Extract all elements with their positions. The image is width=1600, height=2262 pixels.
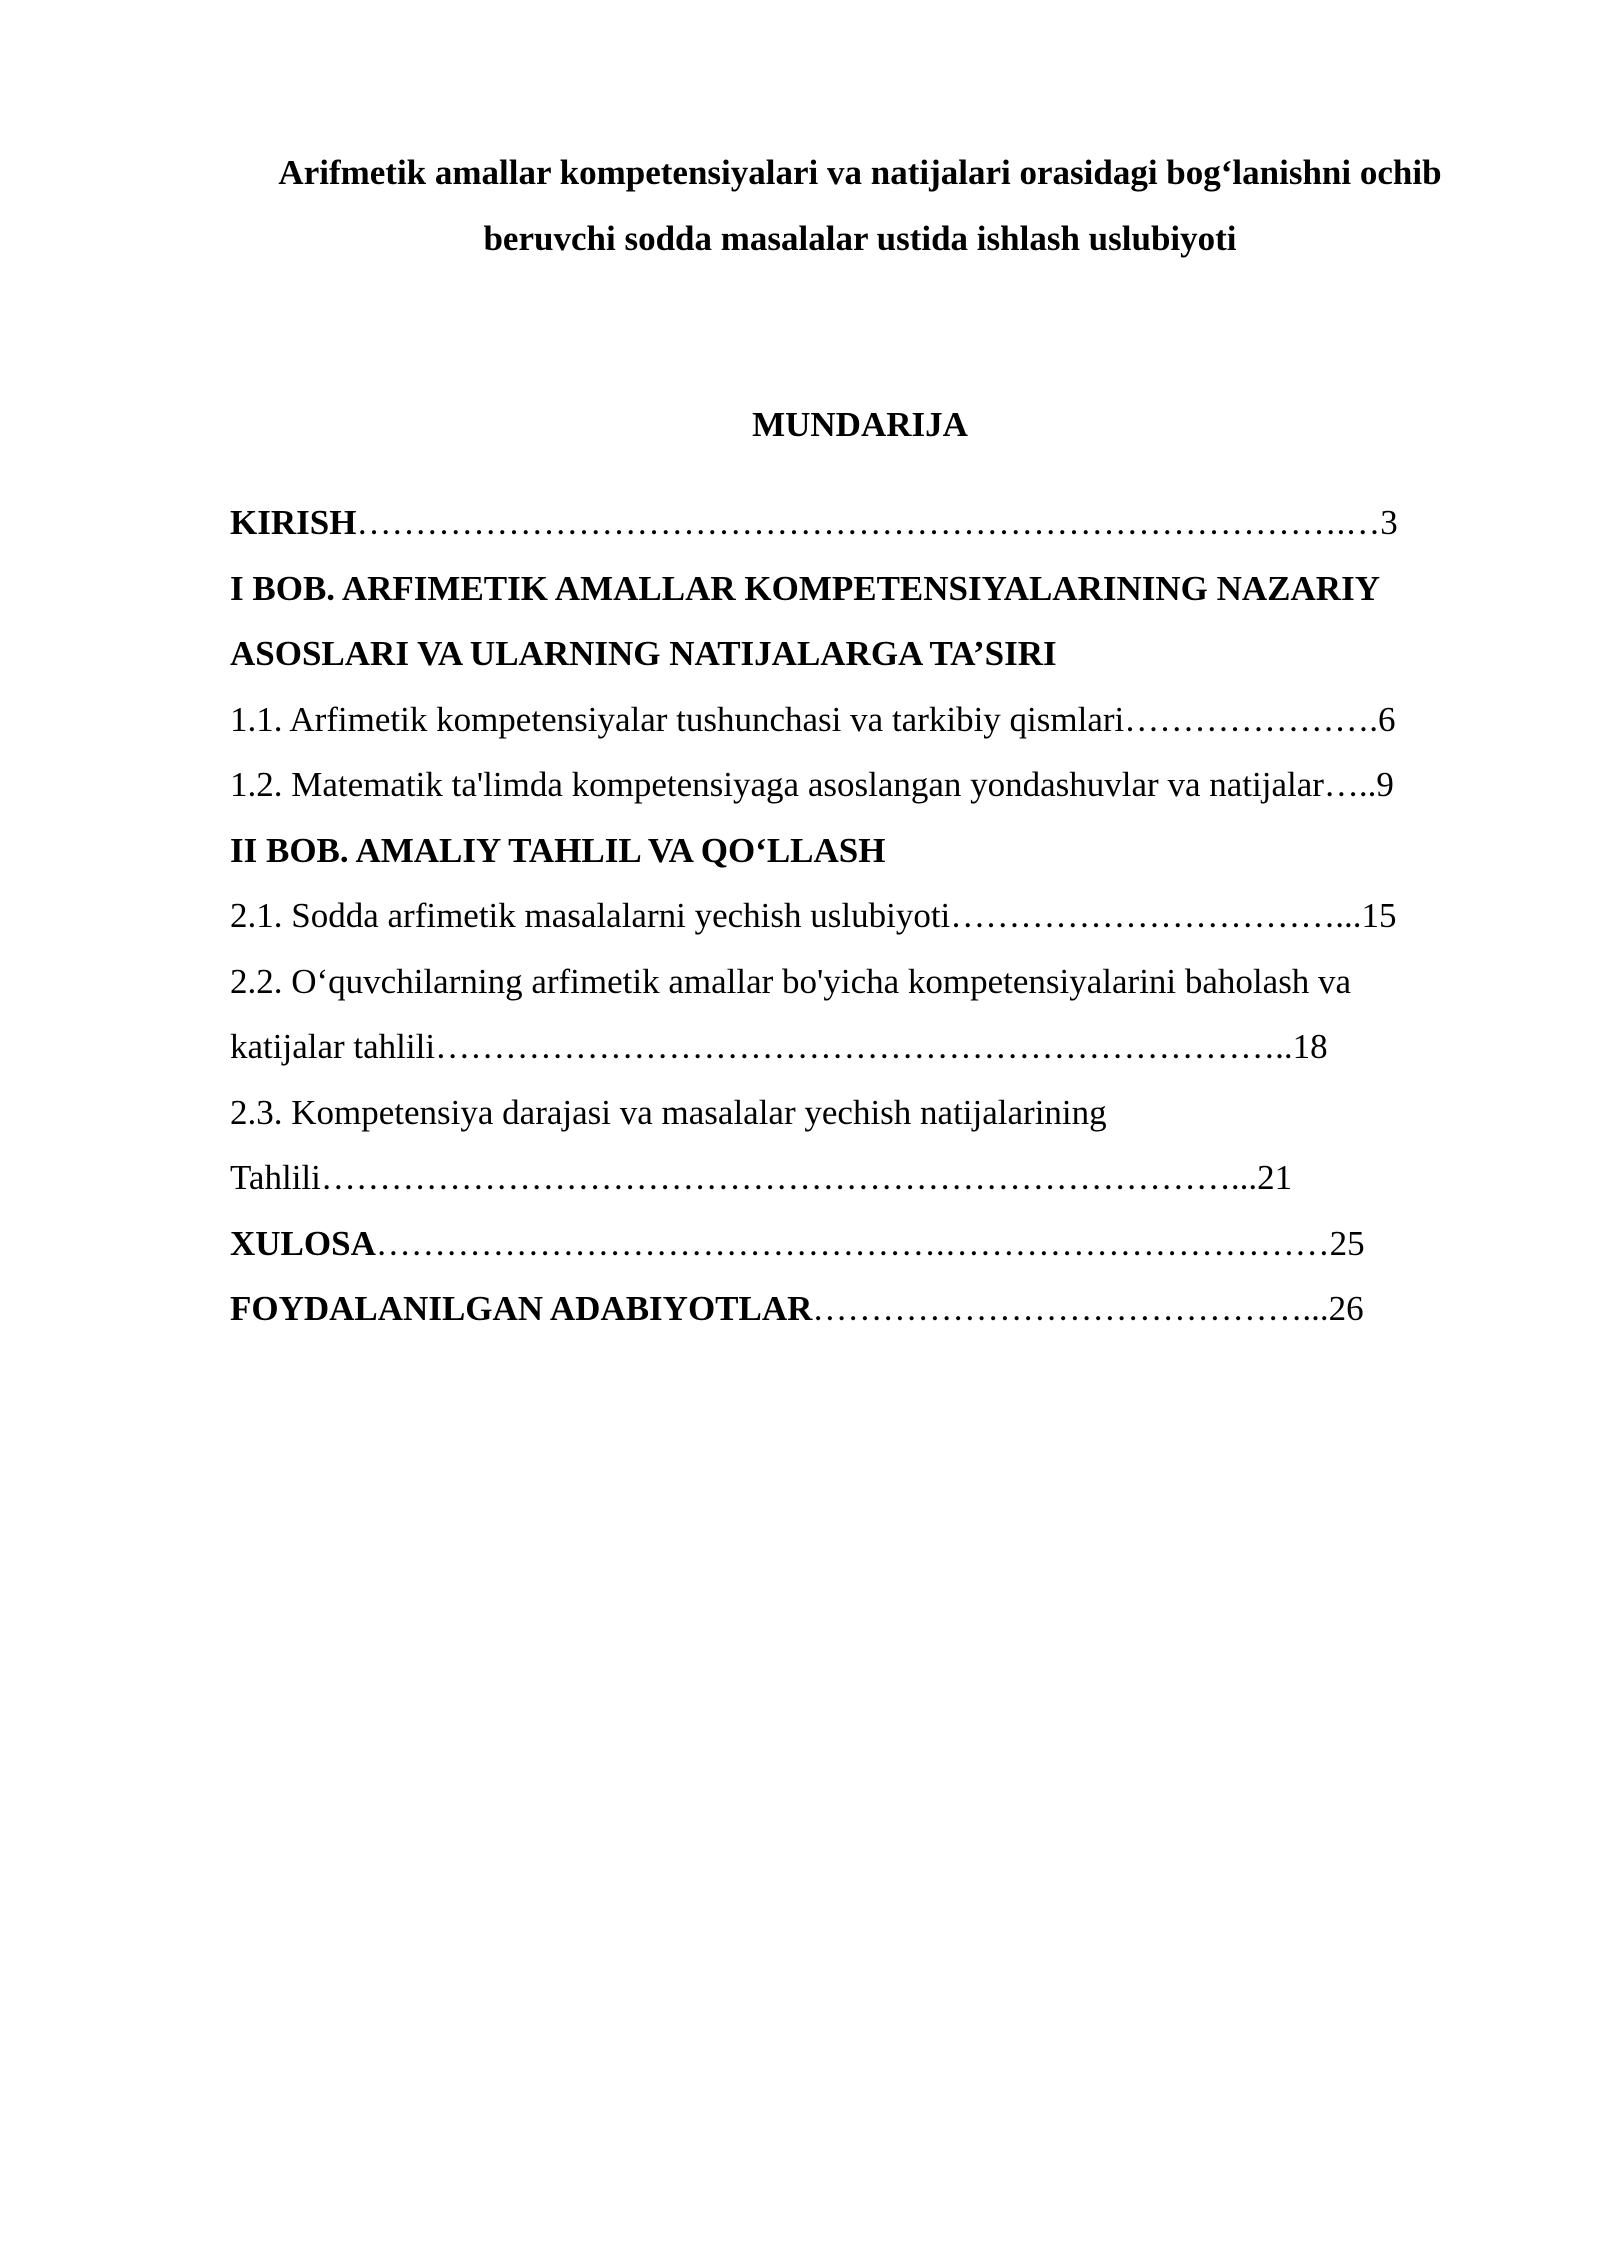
document-title xyxy=(160,140,1560,272)
toc-entry-label: FOYDALANILGAN ADABIYOTLAR xyxy=(230,1289,813,1328)
toc-entry-2-3 xyxy=(230,1080,1500,1146)
toc-entry-page: 18 xyxy=(1292,1027,1328,1066)
toc-entry-chapter-1-cont xyxy=(230,621,1500,687)
toc-heading: MUNDARIJA xyxy=(752,405,968,444)
toc-entry-label: ASOSLARI VA ULARNING NATIJALARGA TA’SIRI xyxy=(230,634,1057,673)
toc-entry-dots: ….. xyxy=(1323,765,1377,804)
toc-entry-label: katijalar tahlili xyxy=(230,1027,436,1066)
toc-entry-label: I BOB. ARFIMETIK AMALLAR KOMPETENSIYALARINING NAZARIY xyxy=(230,568,1380,608)
toc-entry-label: 2.2. O‘quvchilarning arfimetik amallar bo'yicha kompetensiyalarini baholash va xyxy=(230,961,1352,1001)
toc-entry-adabiyotlar xyxy=(230,1276,1500,1342)
toc-entry-2-1 xyxy=(230,883,1500,949)
title-line-2: beruvchi sodda masalalar ustida ishlash uslubiyoti xyxy=(483,219,1237,258)
toc-entry-page: 15 xyxy=(1361,896,1397,935)
toc-entry-dots: ……………………………………... xyxy=(812,1289,1329,1328)
toc-entry-label: 1.1. Arfimetik kompetensiyalar tushunchasi va tarkibiy qismlari xyxy=(230,699,1125,739)
toc-entry-label: 2.3. Kompetensiya darajasi va masalalar yechish natijalarining xyxy=(230,1092,1107,1132)
toc-entry-chapter-2 xyxy=(230,818,1500,884)
toc-entry-2-2-cont xyxy=(230,1014,1500,1080)
toc-entry-1-1 xyxy=(230,687,1500,753)
toc-entry-1-2 xyxy=(230,752,1500,818)
toc-entry-xulosa xyxy=(230,1211,1500,1277)
toc-entry-label: KIRISH xyxy=(230,503,357,542)
toc-entry-label: 1.2. Matematik ta'limda kompetensiyaga asoslangan yondashuvlar va natijalar xyxy=(230,765,1324,804)
toc-entry-label: Tahlili xyxy=(230,1158,321,1197)
toc-entry-2-3-cont xyxy=(230,1145,1500,1211)
toc-entry-dots: ……………………………………………………………….. xyxy=(435,1027,1293,1066)
toc-entry-dots: ………………………………………………………………………….… xyxy=(356,503,1381,542)
toc-entry-2-2 xyxy=(230,949,1500,1015)
toc-entry-dots: ………………………………………….…………………………… xyxy=(375,1223,1330,1263)
toc-entry-page: 25 xyxy=(1329,1223,1365,1263)
toc-entry-page: 9 xyxy=(1376,765,1394,804)
table-of-contents xyxy=(230,490,1500,1342)
toc-entry-page: 26 xyxy=(1328,1289,1364,1328)
toc-entry-dots: ……………………………... xyxy=(950,896,1362,935)
toc-entry-label: II BOB. AMALIY TAHLIL VA QO‘LLASH xyxy=(230,830,886,870)
toc-entry-chapter-1 xyxy=(230,556,1500,622)
toc-entry-dots: ……………………………………………………………………... xyxy=(320,1158,1258,1197)
toc-entry-kirish xyxy=(230,490,1500,556)
toc-entry-page: 3 xyxy=(1380,503,1398,542)
toc-entry-page: 6 xyxy=(1378,699,1396,739)
title-line-1: Arifmetik amallar kompetensiyalari va natijalari orasidagi bog‘lanishni ochib xyxy=(278,153,1442,192)
toc-entry-label: 2.1. Sodda arfimetik masalalarni yechish uslubiyoti xyxy=(230,896,951,935)
toc-entry-page: 21 xyxy=(1257,1158,1293,1197)
toc-entry-label: XULOSA xyxy=(230,1223,376,1263)
toc-entry-dots: …………………. xyxy=(1124,699,1379,739)
